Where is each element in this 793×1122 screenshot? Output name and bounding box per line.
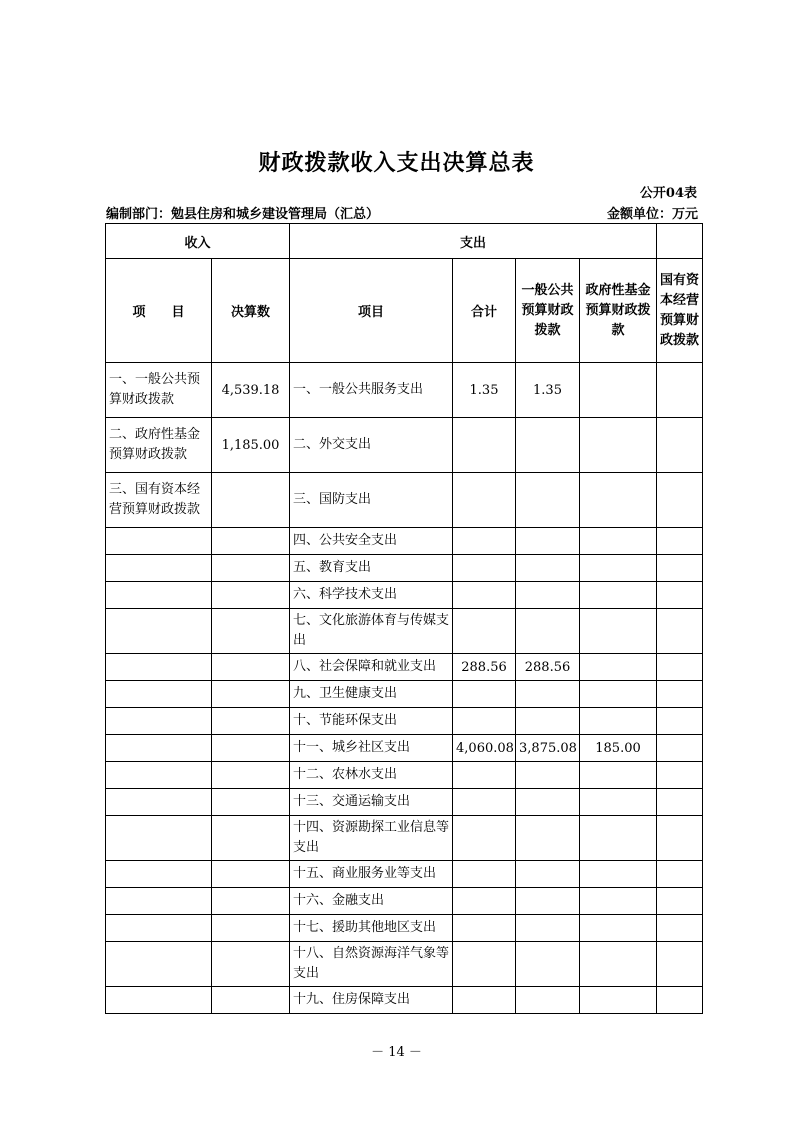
expense-item-cell: 十、节能环保支出 bbox=[290, 708, 453, 735]
gov-fund-cell bbox=[580, 888, 657, 915]
item-header: 项 目 bbox=[106, 259, 212, 363]
expense-item-cell: 四、公共安全支出 bbox=[290, 528, 453, 555]
income-item-cell bbox=[106, 789, 212, 816]
gov-fund-cell bbox=[580, 654, 657, 681]
total-cell bbox=[453, 609, 516, 654]
state-capital-cell bbox=[657, 473, 703, 528]
general-budget-cell bbox=[516, 609, 580, 654]
income-item-cell: 二、政府性基金预算财政拨款 bbox=[106, 418, 212, 473]
general-budget-cell bbox=[516, 708, 580, 735]
income-item-cell bbox=[106, 528, 212, 555]
gov-fund-cell bbox=[580, 816, 657, 861]
income-amount-cell bbox=[212, 915, 290, 942]
expense-item-cell: 六、科学技术支出 bbox=[290, 582, 453, 609]
income-item-cell bbox=[106, 915, 212, 942]
total-cell bbox=[453, 418, 516, 473]
state-capital-header: 国有资本经营预算财政拨款 bbox=[657, 259, 703, 363]
expense-item-header: 项目 bbox=[290, 259, 453, 363]
income-amount-cell bbox=[212, 681, 290, 708]
state-capital-cell bbox=[657, 762, 703, 789]
general-budget-cell bbox=[516, 915, 580, 942]
unit-label: 金额单位：万元 bbox=[606, 207, 698, 222]
state-capital-cell bbox=[657, 915, 703, 942]
table-row bbox=[106, 582, 703, 609]
gov-fund-cell bbox=[580, 789, 657, 816]
gov-fund-cell bbox=[580, 762, 657, 789]
table-row bbox=[106, 609, 703, 654]
header-row-1 bbox=[106, 224, 703, 259]
gov-fund-header: 政府性基金预算财政拨款 bbox=[580, 259, 657, 363]
gov-fund-cell bbox=[580, 528, 657, 555]
income-amount-cell: 4,539.18 bbox=[212, 363, 290, 418]
department-label: 编制部门：勉县住房和城乡建设管理局（汇总） bbox=[106, 207, 380, 222]
income-item-cell bbox=[106, 816, 212, 861]
expense-item-cell: 十二、农林水支出 bbox=[290, 762, 453, 789]
income-item-cell bbox=[106, 762, 212, 789]
table-row bbox=[106, 473, 703, 528]
state-capital-cell bbox=[657, 609, 703, 654]
income-item-cell bbox=[106, 555, 212, 582]
state-capital-cell bbox=[657, 735, 703, 762]
table-row bbox=[106, 987, 703, 1014]
total-cell bbox=[453, 816, 516, 861]
state-capital-cell bbox=[657, 816, 703, 861]
income-item-cell: 一、一般公共预算财政拨款 bbox=[106, 363, 212, 418]
state-capital-cell bbox=[657, 681, 703, 708]
income-amount-cell bbox=[212, 942, 290, 987]
final-amount-header: 决算数 bbox=[212, 259, 290, 363]
header-blank-cell bbox=[657, 224, 703, 259]
expense-item-cell: 十六、金融支出 bbox=[290, 888, 453, 915]
budget-table bbox=[105, 223, 703, 1014]
income-item-cell bbox=[106, 654, 212, 681]
income-amount-cell bbox=[212, 654, 290, 681]
expense-item-cell: 十八、自然资源海洋气象等支出 bbox=[290, 942, 453, 987]
gov-fund-cell bbox=[580, 473, 657, 528]
state-capital-cell bbox=[657, 582, 703, 609]
expense-header: 支出 bbox=[290, 224, 657, 259]
total-cell bbox=[453, 708, 516, 735]
report-title: 财政拨款收入支出决算总表 bbox=[258, 150, 535, 176]
table-row bbox=[106, 654, 703, 681]
expense-item-cell: 一、一般公共服务支出 bbox=[290, 363, 453, 418]
state-capital-cell bbox=[657, 418, 703, 473]
income-item-cell bbox=[106, 888, 212, 915]
table-row bbox=[106, 762, 703, 789]
state-capital-cell bbox=[657, 363, 703, 418]
expense-item-cell: 二、外交支出 bbox=[290, 418, 453, 473]
gov-fund-cell bbox=[580, 915, 657, 942]
meta-row bbox=[106, 203, 698, 221]
general-budget-cell bbox=[516, 942, 580, 987]
expense-item-cell: 十一、城乡社区支出 bbox=[290, 735, 453, 762]
expense-item-cell: 五、教育支出 bbox=[290, 555, 453, 582]
income-item-cell bbox=[106, 609, 212, 654]
income-item-cell bbox=[106, 861, 212, 888]
state-capital-cell bbox=[657, 528, 703, 555]
income-item-cell: 三、国有资本经营预算财政拨款 bbox=[106, 473, 212, 528]
total-cell bbox=[453, 473, 516, 528]
expense-item-cell: 三、国防支出 bbox=[290, 473, 453, 528]
general-budget-cell: 3,875.08 bbox=[516, 735, 580, 762]
total-cell bbox=[453, 915, 516, 942]
table-body bbox=[106, 363, 703, 1014]
income-amount-cell bbox=[212, 735, 290, 762]
table-row bbox=[106, 915, 703, 942]
income-item-cell bbox=[106, 735, 212, 762]
total-cell bbox=[453, 582, 516, 609]
general-budget-cell bbox=[516, 418, 580, 473]
general-budget-cell: 1.35 bbox=[516, 363, 580, 418]
general-budget-cell bbox=[516, 528, 580, 555]
state-capital-cell bbox=[657, 708, 703, 735]
header-row-2 bbox=[106, 259, 703, 363]
table-row bbox=[106, 418, 703, 473]
gov-fund-cell bbox=[580, 363, 657, 418]
income-amount-cell bbox=[212, 762, 290, 789]
income-amount-cell bbox=[212, 987, 290, 1014]
general-budget-header: 一般公共预算财政拨款 bbox=[516, 259, 580, 363]
gov-fund-cell bbox=[580, 681, 657, 708]
gov-fund-cell bbox=[580, 861, 657, 888]
income-amount-cell bbox=[212, 582, 290, 609]
income-amount-cell bbox=[212, 861, 290, 888]
general-budget-cell bbox=[516, 789, 580, 816]
expense-item-cell: 十三、交通运输支出 bbox=[290, 789, 453, 816]
general-budget-cell: 288.56 bbox=[516, 654, 580, 681]
expense-item-cell: 十四、资源勘探工业信息等支出 bbox=[290, 816, 453, 861]
income-item-cell bbox=[106, 582, 212, 609]
expense-item-cell: 十五、商业服务业等支出 bbox=[290, 861, 453, 888]
table-row bbox=[106, 735, 703, 762]
table-row bbox=[106, 555, 703, 582]
table-row bbox=[106, 681, 703, 708]
income-amount-cell bbox=[212, 528, 290, 555]
income-item-cell bbox=[106, 942, 212, 987]
income-amount-cell bbox=[212, 816, 290, 861]
total-cell bbox=[453, 681, 516, 708]
table-row bbox=[106, 942, 703, 987]
general-budget-cell bbox=[516, 861, 580, 888]
gov-fund-cell bbox=[580, 582, 657, 609]
expense-item-cell: 八、社会保障和就业支出 bbox=[290, 654, 453, 681]
gov-fund-cell bbox=[580, 708, 657, 735]
total-cell bbox=[453, 762, 516, 789]
total-cell bbox=[453, 555, 516, 582]
general-budget-cell bbox=[516, 888, 580, 915]
total-cell: 4,060.08 bbox=[453, 735, 516, 762]
total-cell bbox=[453, 789, 516, 816]
income-item-cell bbox=[106, 987, 212, 1014]
total-cell bbox=[453, 942, 516, 987]
total-cell bbox=[453, 861, 516, 888]
general-budget-cell bbox=[516, 816, 580, 861]
total-cell: 1.35 bbox=[453, 363, 516, 418]
gov-fund-cell bbox=[580, 987, 657, 1014]
general-budget-cell bbox=[516, 582, 580, 609]
income-amount-cell bbox=[212, 789, 290, 816]
state-capital-cell bbox=[657, 654, 703, 681]
expense-item-cell: 七、文化旅游体育与传媒支出 bbox=[290, 609, 453, 654]
income-amount-cell bbox=[212, 708, 290, 735]
state-capital-cell bbox=[657, 942, 703, 987]
total-cell bbox=[453, 987, 516, 1014]
general-budget-cell bbox=[516, 473, 580, 528]
table-row bbox=[106, 708, 703, 735]
state-capital-cell bbox=[657, 888, 703, 915]
state-capital-cell bbox=[657, 861, 703, 888]
total-cell bbox=[453, 888, 516, 915]
income-amount-cell bbox=[212, 609, 290, 654]
table-row bbox=[106, 888, 703, 915]
general-budget-cell bbox=[516, 555, 580, 582]
form-number: 公开04表 bbox=[639, 186, 697, 201]
gov-fund-cell bbox=[580, 942, 657, 987]
table-row bbox=[106, 363, 703, 418]
gov-fund-cell bbox=[580, 555, 657, 582]
income-header: 收入 bbox=[106, 224, 290, 259]
state-capital-cell bbox=[657, 555, 703, 582]
table-row bbox=[106, 789, 703, 816]
gov-fund-cell: 185.00 bbox=[580, 735, 657, 762]
expense-item-cell: 十七、援助其他地区支出 bbox=[290, 915, 453, 942]
expense-item-cell: 九、卫生健康支出 bbox=[290, 681, 453, 708]
state-capital-cell bbox=[657, 789, 703, 816]
table-row bbox=[106, 528, 703, 555]
total-header: 合计 bbox=[453, 259, 516, 363]
income-amount-cell bbox=[212, 888, 290, 915]
income-amount-cell bbox=[212, 473, 290, 528]
general-budget-cell bbox=[516, 762, 580, 789]
general-budget-cell bbox=[516, 987, 580, 1014]
income-amount-cell bbox=[212, 555, 290, 582]
table-row bbox=[106, 816, 703, 861]
total-cell: 288.56 bbox=[453, 654, 516, 681]
gov-fund-cell bbox=[580, 609, 657, 654]
total-cell bbox=[453, 528, 516, 555]
state-capital-cell bbox=[657, 987, 703, 1014]
table-row bbox=[106, 861, 703, 888]
gov-fund-cell bbox=[580, 418, 657, 473]
expense-item-cell: 十九、住房保障支出 bbox=[290, 987, 453, 1014]
general-budget-cell bbox=[516, 681, 580, 708]
income-item-cell bbox=[106, 708, 212, 735]
income-item-cell bbox=[106, 681, 212, 708]
page-number: － 14 － bbox=[371, 1045, 422, 1060]
income-amount-cell: 1,185.00 bbox=[212, 418, 290, 473]
